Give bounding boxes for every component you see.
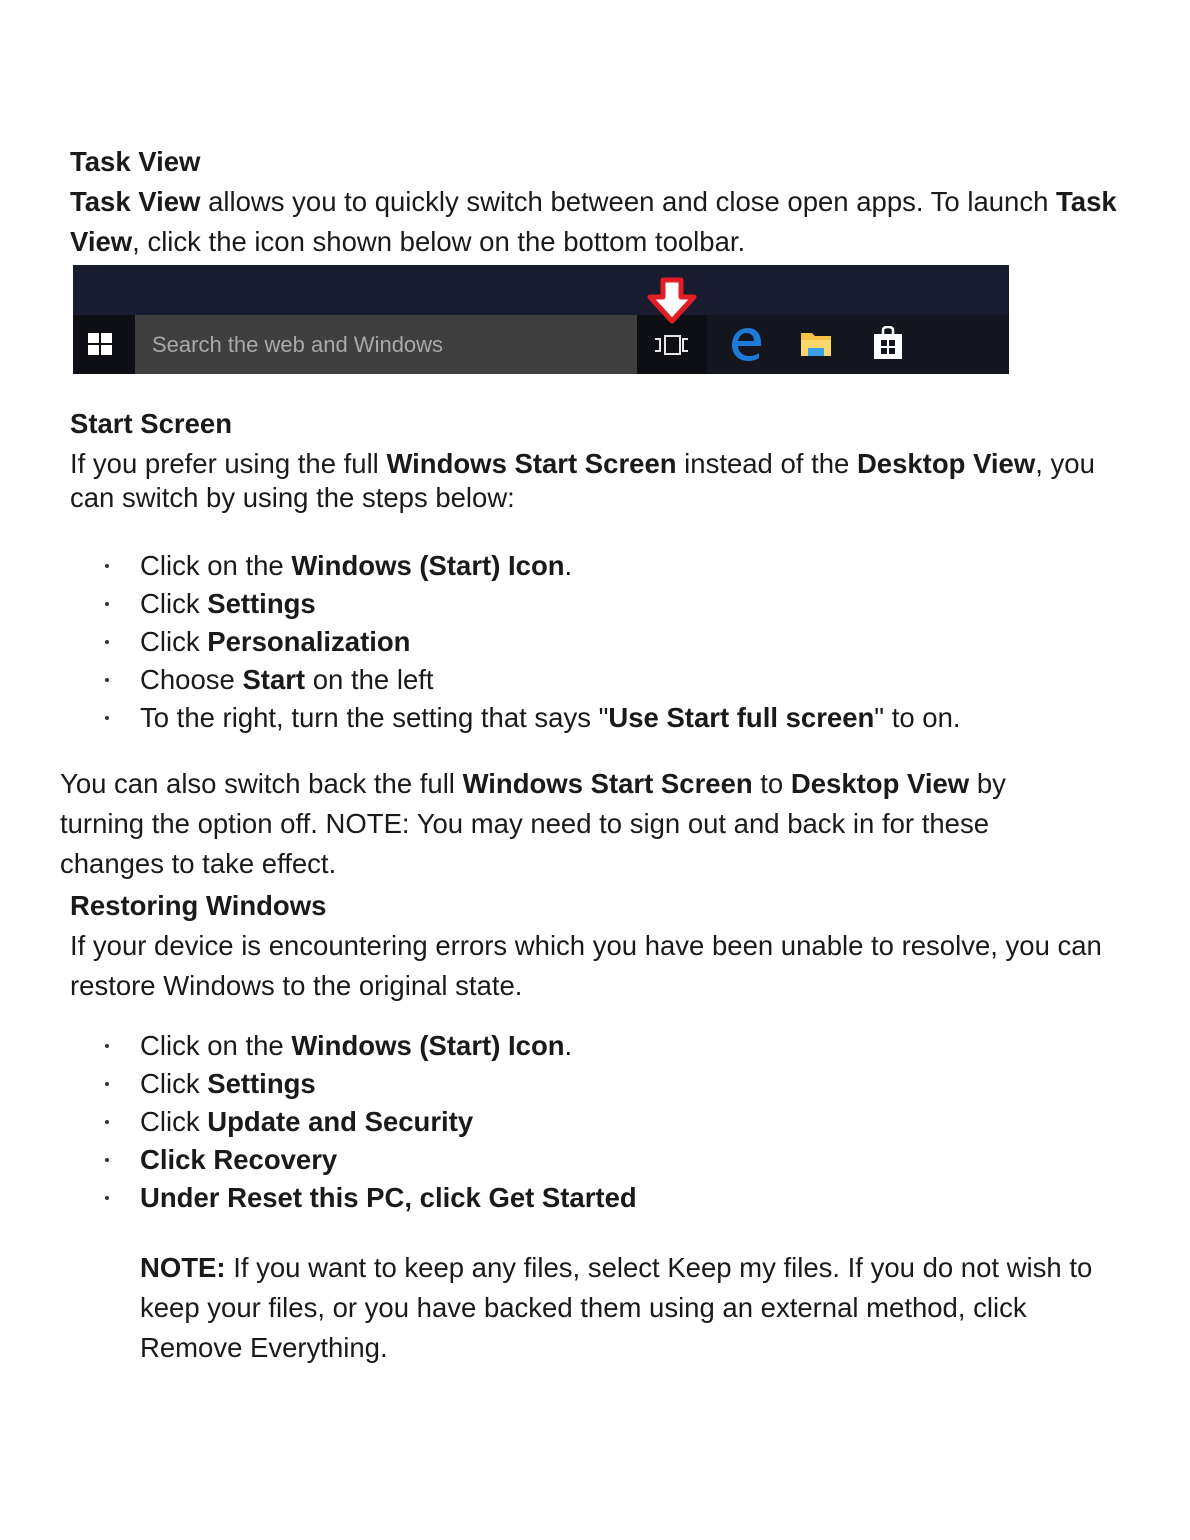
windows-logo-icon [88,333,112,355]
start-screen-text-2: instead of the [676,448,857,479]
list-item [70,623,1130,661]
task-view-paragraph [70,182,1130,262]
task-view-heading: Task View [70,146,201,177]
step-term: Windows (Start) Icon [291,1030,565,1061]
bullet [105,1120,109,1124]
step-text: Choose [140,664,243,695]
bullet [105,1044,109,1048]
step-text: Click [140,588,208,619]
switch-back-term-2: Desktop View [790,768,970,799]
start-button[interactable] [73,315,135,374]
step-text: To the right, turn the setting that says " [140,702,609,733]
step-term: Update and Security [207,1106,474,1137]
list-item [70,1027,1130,1065]
store-icon[interactable] [872,326,904,360]
step-term: Click Recovery [140,1144,338,1175]
bullet [105,1158,109,1162]
list-item [70,585,1130,623]
task-view-icon [655,335,689,353]
start-screen-term-2: Desktop View [856,448,1036,479]
task-view-term-2: Task View [70,186,1117,257]
bullet [105,678,109,682]
step-text: Click [140,1106,208,1137]
red-arrow-down-icon [646,277,698,325]
search-input[interactable]: Search the web and Windows [135,315,637,374]
restoring-heading: Restoring Windows [70,890,327,921]
switch-back-text-2: to [752,768,791,799]
start-screen-heading: Start Screen [70,408,233,439]
taskbar-screenshot [73,265,1009,374]
list-item [70,547,1130,585]
list-item [70,661,1130,699]
step-text-end: " to on. [874,702,961,733]
bullet [105,1082,109,1086]
bullet [105,640,109,644]
switch-back-term-1: Windows Start Screen [462,768,753,799]
step-text-end: . [564,550,573,581]
list-item [70,1141,1130,1179]
note-paragraph [140,1248,1120,1368]
list-item [70,1103,1130,1141]
step-text: Click [140,626,208,657]
list-item [70,699,1130,737]
bullet [105,602,109,606]
step-term: Under Reset this PC, click Get Started [140,1182,637,1213]
task-view-text-1: allows you to quickly switch between and close open apps. To launch [200,186,1057,217]
step-term: Settings [207,1068,316,1099]
list-item [70,1065,1130,1103]
step-term: Personalization [207,626,411,657]
file-explorer-icon[interactable] [800,329,832,357]
desktop-strip [73,265,1009,315]
edge-icon[interactable] [730,327,762,361]
step-text-end: . [564,1030,573,1061]
step-term: Start [242,664,306,695]
bullet [105,1196,109,1200]
start-screen-text-3: , you can switch by using the steps below: [70,448,1095,513]
list-item [70,1179,1130,1217]
step-text: Click on the [140,1030,292,1061]
start-screen-steps [70,547,1130,737]
restoring-paragraph: If your device is encountering errors which you have been unable to resolve, you can restore Windows to the original state. [70,930,1102,1001]
switch-back-paragraph [60,764,1020,884]
restoring-steps [70,1027,1130,1217]
step-term: Windows (Start) Icon [291,550,565,581]
task-view-term: Task View [70,186,201,217]
note-text: If you want to keep any files, select Keep my files. If you do not wish to keep your files, or you have backed them using an external method, click Remove Everything. [140,1252,1093,1363]
step-text-end: on the left [305,664,434,695]
start-screen-term-1: Windows Start Screen [386,448,677,479]
step-term: Settings [207,588,316,619]
note-label: NOTE: [140,1252,226,1283]
start-screen-text-1: If you prefer using the full [70,448,387,479]
switch-back-text-3: by turning the option off. NOTE: You may need to sign out and back in for these changes to take effect. [60,768,1006,879]
bullet [105,564,109,568]
step-text: Click on the [140,550,292,581]
task-view-text-2: , click the icon shown below on the bottom toolbar. [132,226,746,257]
bullet [105,716,109,720]
step-text: Click [140,1068,208,1099]
step-term: Use Start full screen [608,702,875,733]
switch-back-text-1: You can also switch back the full [60,768,463,799]
start-screen-paragraph [70,447,1130,515]
